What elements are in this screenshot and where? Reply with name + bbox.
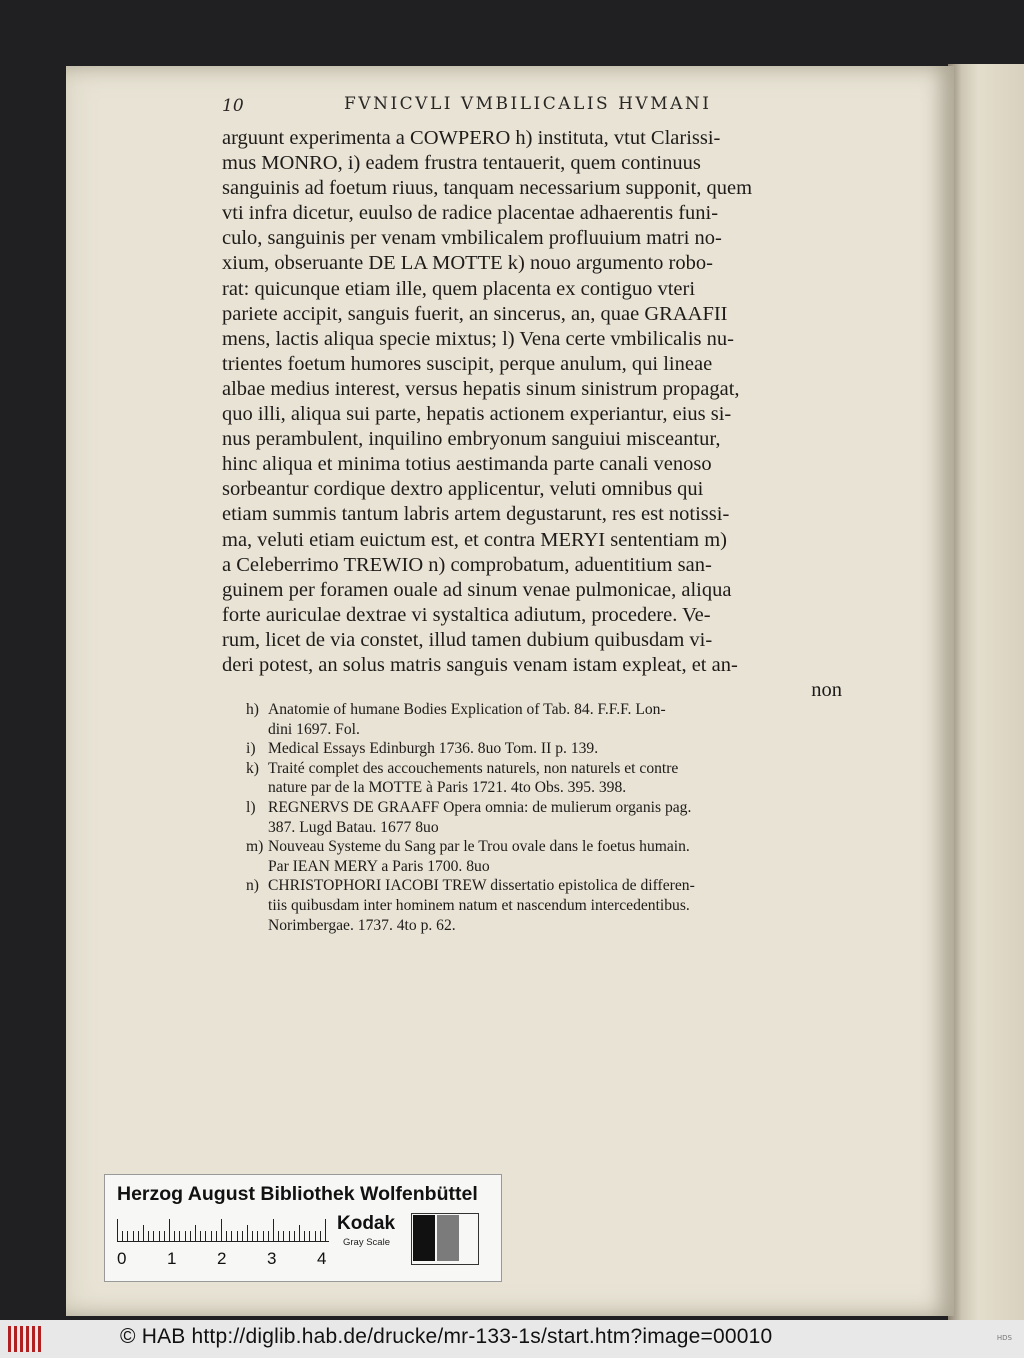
ruler-tick [200, 1231, 201, 1241]
footnote-text: tiis quibusdam inter hominem natum et nascendum intercedentibus. [268, 896, 690, 914]
ruler-tick [205, 1231, 206, 1241]
body-text [222, 126, 842, 703]
body-line: a Celeberrimo TREWIO n) comprobatum, aduentitium san- [222, 553, 712, 576]
footnote-line [246, 798, 842, 818]
body-line: forte auriculae dextrae vi systaltica adiutum, procedere. Ve- [222, 603, 711, 626]
ruler-tick [252, 1231, 253, 1241]
ruler-tick [237, 1231, 238, 1241]
footnote-line [246, 916, 842, 936]
ruler-tick [226, 1231, 227, 1241]
ruler-number: 2 [217, 1249, 227, 1268]
ruler-tick [278, 1231, 279, 1241]
footnote-marker: n) [246, 877, 259, 895]
footnote-line [246, 700, 842, 720]
ruler-tick [315, 1231, 316, 1241]
running-title: FVNICVLI VMBILICALIS HVMANI [344, 94, 712, 114]
footnote-text: dini 1697. Fol. [268, 720, 360, 738]
ruler-number: 4 [317, 1249, 327, 1268]
body-line: mus MONRO, i) eadem frustra tentauerit, quem continuus [222, 152, 701, 175]
gray-scale-label: Gray Scale [343, 1237, 390, 1248]
ruler-tick [179, 1231, 180, 1241]
ruler-tick [138, 1231, 139, 1241]
footnote-line [246, 837, 842, 857]
footnote-line [246, 896, 842, 916]
gray-swatch [437, 1215, 459, 1261]
footnotes [246, 700, 842, 935]
footnote-line [246, 778, 842, 798]
ruler-numbers [117, 1249, 337, 1271]
footnote-text: nature par de la MOTTE à Paris 1721. 4to Obs. 395. 398. [268, 779, 627, 797]
page-number: 10 [222, 96, 244, 116]
library-name: Herzog August Bibliothek Wolfenbüttel [117, 1183, 478, 1205]
footnote-line [246, 759, 842, 779]
body-line: albae medius interest, versus hepatis sinum sinistrum propagat, [222, 377, 740, 400]
body-line: quo illi, aliqua sui parte, hepatis actionem experiantur, eius si- [222, 403, 732, 426]
ruler-tick [289, 1231, 290, 1241]
facing-page-edge [948, 64, 1024, 1320]
ruler-tick [174, 1231, 175, 1241]
ruler-tick [309, 1231, 310, 1241]
body-line: etiam summis tantum labris artem degustarunt, res est notissi- [222, 503, 730, 526]
footnote-marker: l) [246, 798, 256, 816]
ruler-tick [117, 1219, 118, 1241]
body-line: ma, veluti etiam euictum est, et contra MERYI sententiam m) [222, 528, 727, 551]
ruler-tick [164, 1231, 165, 1241]
ruler-tick [159, 1231, 160, 1241]
ruler-tick [190, 1231, 191, 1241]
running-head [222, 92, 842, 122]
ruler-tick [273, 1219, 274, 1241]
corner-mark: HDS [996, 1334, 1012, 1342]
body-line: culo, sanguinis per venam vmbilicalem profluuium matri no- [222, 227, 722, 250]
kodak-brand: Kodak [337, 1213, 396, 1234]
footnote-line [246, 720, 842, 740]
footnote-marker: k) [246, 759, 259, 777]
body-line: arguunt experimenta a COWPERO h) instituta, vtut Clarissi- [222, 127, 721, 149]
body-line: pariete accipit, sanguis fuerit, an sincerus, an, quae GRAAFII [222, 302, 728, 325]
footnote-marker: h) [246, 701, 259, 718]
ruler-tick [242, 1231, 243, 1241]
body-line: deri potest, an solus matris sanguis venam istam expleat, et an- [222, 653, 738, 676]
body-line: mens, lactis aliqua specie mixtus; l) Vena certe vmbilicalis nu- [222, 327, 734, 350]
footnote-text: Norimbergae. 1737. 4to p. 62. [268, 916, 456, 934]
body-line: sorbeantur cordique dextro applicentur, veluti omnibus qui [222, 478, 704, 501]
ruler-number: 3 [267, 1249, 277, 1268]
ruler-tick [148, 1231, 149, 1241]
ruler-tick [143, 1225, 144, 1241]
footnote-text: REGNERVS DE GRAAFF Opera omnia: de mulierum organis pag. [268, 798, 692, 816]
body-line: rum, licet de via constet, illud tamen dubium quibusdam vi- [222, 628, 713, 651]
ruler-tick [153, 1231, 154, 1241]
ruler-tick [299, 1225, 300, 1241]
ruler-tick [216, 1231, 217, 1241]
scale-ruler [117, 1217, 329, 1242]
footnote-line [246, 876, 842, 896]
body-line: hinc aliqua et minima totius aestimanda parte canali venoso [222, 453, 712, 476]
ruler-tick [320, 1231, 321, 1241]
ruler-tick [185, 1231, 186, 1241]
body-line: non [811, 679, 842, 702]
ruler-tick [263, 1231, 264, 1241]
ruler-tick [257, 1231, 258, 1241]
ruler-number: 1 [167, 1249, 177, 1268]
ruler-tick [325, 1219, 326, 1241]
footnote-marker: i) [246, 740, 256, 758]
ruler-tick [283, 1231, 284, 1241]
ruler-tick [304, 1231, 305, 1241]
copyright-link[interactable]: © HAB http://diglib.hab.de/drucke/mr-133-1s/start.htm?image=00010 [120, 1325, 773, 1348]
footnote-marker: m) [246, 838, 264, 856]
ruler-tick [231, 1231, 232, 1241]
footnote-text: Medical Essays Edinburgh 1736. 8uo Tom. II p. 139. [268, 740, 599, 758]
ruler-tick [211, 1231, 212, 1241]
footer-bar [0, 1320, 1024, 1358]
body-line: xium, obseruante DE LA MOTTE k) nouo argumento robo- [222, 252, 713, 275]
footnote-text: Anatomie of humane Bodies Explication of Tab. 84. F.F.F. Lon- [268, 701, 666, 718]
ruler-tick [127, 1231, 128, 1241]
library-label-card [104, 1174, 502, 1282]
body-line: guinem per foramen ouale ad sinum venae pulmonicae, aliqua [222, 578, 732, 601]
ruler-number: 0 [117, 1249, 127, 1268]
footnote-line [246, 857, 842, 877]
footnote-line [246, 818, 842, 838]
body-line: trientes foetum humores suscipit, perque anulum, qui lineae [222, 352, 713, 375]
ruler-tick [221, 1219, 222, 1241]
body-line: rat: quicunque etiam ille, quem placenta ex contiguo vteri [222, 277, 696, 300]
footnote-line [246, 739, 842, 759]
ruler-tick [294, 1231, 295, 1241]
ruler-tick [195, 1225, 196, 1241]
body-line: sanguinis ad foetum riuus, tanquam necessarium supponit, quem [222, 177, 753, 200]
footnote-text: CHRISTOPHORI IACOBI TREW dissertatio epistolica de differen- [268, 877, 695, 895]
ruler-tick [169, 1219, 170, 1241]
body-line: nus perambulent, inquilino embryonum sanguiui misceantur, [222, 428, 721, 451]
footnote-text: Par IEAN MERY a Paris 1700. 8uo [268, 857, 490, 875]
ruler-tick [247, 1225, 248, 1241]
footnote-text: Traité complet des accouchements naturels, non naturels et contre [268, 759, 679, 777]
hab-logo-icon [6, 1326, 46, 1352]
ruler-tick [133, 1231, 134, 1241]
ruler-tick [268, 1231, 269, 1241]
footnote-text: Nouveau Systeme du Sang par le Trou ovale dans le foetus humain. [268, 838, 690, 856]
footnote-text: 387. Lugd Batau. 1677 8uo [268, 818, 439, 836]
black-swatch [413, 1215, 435, 1261]
body-line: vti infra dicetur, euulso de radice placentae adhaerentis funi- [222, 202, 719, 225]
ruler-tick [122, 1231, 123, 1241]
